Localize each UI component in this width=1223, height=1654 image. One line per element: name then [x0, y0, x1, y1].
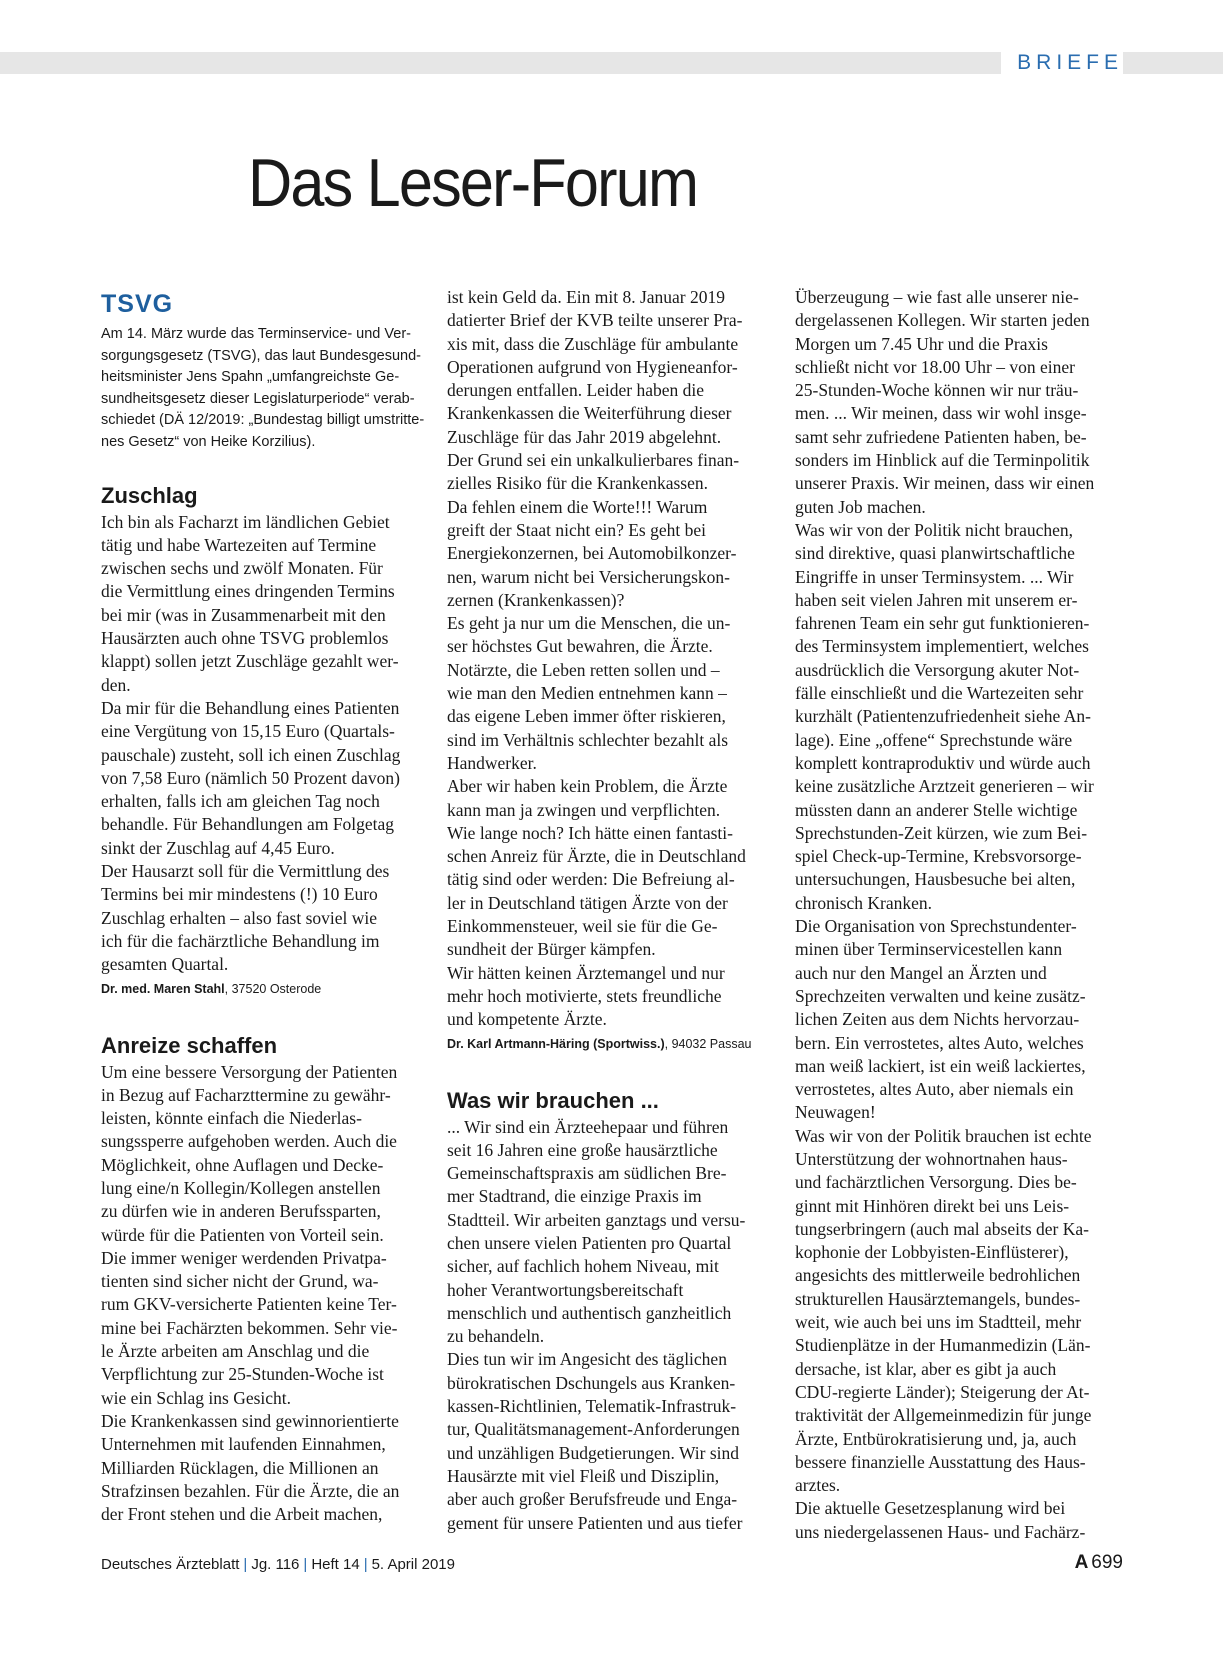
- letter-heading-was-wir-brauchen: Was wir brauchen ...: [447, 1087, 659, 1113]
- letter-text-was-wir-brauchen-part1: ... Wir sind ein Ärzteehepaar und führen seit 16 Jahren eine große hausärztliche Gemeinschaftspraxis am südlichen Bre- mer Stadtrand, die einzige Praxis im Stadtteil. Wir arbeiten ganztags und versu- chen unsere vielen Patienten pro Quartal sicher, auf fachlich hohem Niveau, mit hoher Verantwortungsbereitschaft menschlich und authentisch ganzheitlich zu behandeln. Dies tun wir im Angesicht des täglichen bürokratischen Dschungels aus Kranken- kassen-Richtlinien, Telematik-Infrastruk- tur, Qualitätsmanagement-Anforderungen und unzähligen Budgetierungen. Wir sind Hausärzte mit viel Fleiß und Disziplin, aber auch großer Berufsfreude und Enga- gement für unsere Patienten und aus tiefer: [447, 1116, 746, 1533]
- page-title: Das Leser-Forum: [248, 145, 698, 221]
- footer-journal: Deutsches Ärzteblatt: [101, 1556, 240, 1573]
- page-number: [1075, 1552, 1123, 1574]
- letter-signature-zuschlag: [101, 979, 436, 999]
- column-3: [795, 286, 1130, 1544]
- author-name: Dr. Karl Artmann-Häring (Sportwiss.): [447, 1036, 665, 1051]
- footer-separator: |: [363, 1556, 368, 1573]
- letter-text-anreize-part2: ist kein Geld da. Ein mit 8. Januar 2019 datierter Brief der KVB teilte unserer Pra- xis mit, dass die Zuschläge für ambulante Operationen aufgrund von Hygieneanfor- derungen entfallen. Leider haben die Krankenkassen die Weiterführung dieser Zuschläge für das Jahr 2019 abgelehnt. Der Grund sei ein unkalkulierbares finan- zielles Risiko für die Krankenkassen. Da fehlen einem die Worte!!! Warum greift der Staat nicht ein? Es geht bei Energiekonzernen, bei Automobilkonzer- nen, warum nicht bei Versicherungskon- zernen (Krankenkassen)? Es geht ja nur um die Menschen, die un- ser höchstes Gut bewahren, die Ärzte. Notärzte, die Leben retten sollen und – wie man den Medien entnehmen kann – das eigene Leben immer öfter riskieren, sind im Verhältnis schlechter bezahlt als Handwerker. Aber wir haben kein Problem, die Ärzte kann man ja zwingen und verpflichten. Wie lange noch? Ich hätte einen fantasti- schen Anreiz für Ärzte, die in Deutschland tätig sind oder werden: Die Befreiung al- ler in Deutschland tätigen Ärzte von der Einkommensteuer, weil sie für die Ge- sundheit der Bürger kämpfen. Wir hätten keinen Ärztemangel und nur mehr hoch motivierte, stets freundliche und kompetente Ärzte.: [447, 287, 746, 1030]
- column-2: [447, 286, 782, 1535]
- letter-signature-anreize: [447, 1034, 782, 1054]
- footer-date: 5. April 2019: [371, 1556, 455, 1573]
- column-1: [101, 286, 436, 1526]
- footer: [101, 1556, 455, 1573]
- footer-separator: |: [303, 1556, 308, 1573]
- intro-heading: TSVG: [101, 290, 174, 318]
- letter-text-was-wir-brauchen-part2: Überzeugung – wie fast alle unserer nie- dergelassenen Kollegen. Wir starten jeden Morgen um 7.45 Uhr und die Praxis schließt nicht vor 18.00 Uhr – von einer 25-Stunden-Woche können wir nur träu- men. ... Wir meinen, dass wir wohl insge- samt sehr zufriedene Patienten haben, be- sonders im Hinblick auf die Terminpolitik unserer Praxis. Wir meinen, dass wir einen guten Job machen. Was wir von der Politik nicht brauchen, sind direktive, quasi planwirtschaftliche Eingriffe in unser Terminsystem. ... Wir haben seit vielen Jahren mit unserem er- fahrenen Team ein sehr gut funktionieren- des Terminsystem implementiert, welches ausdrücklich die Versorgung akuter Not- fälle einschließt und die Wartezeiten sehr kurzhält (Patientenzufriedenheit siehe An- lage). Eine „offene“ Sprechstunde wäre komplett kontraproduktiv und würde auch keine zusätzliche Arztzeit generieren – wir müssten dann an anderer Stelle wichtige Sprechstunden-Zeit kürzen, wie zum Bei- spiel Check-up-Termine, Krebsvorsorge- untersuchungen, Hausbesuche bei alten, chronisch Kranken. Die Organisation von Sprechstundenter- minen über Terminservicestellen kann auch nur den Mangel an Ärzten und Sprechzeiten verwalten und keine zusätz- lichen Zeiten aus dem Nichts hervorzau- bern. Ein verrostetes, altes Auto, welches man weiß lackiert, ist ein weiß lackiertes, verrostetes, altes Auto, aber niemals ein Neuwagen! Was wir von der Politik brauchen ist echte Unterstützung der wohnortnahen haus- und fachärztlichen Versorgung. Dies be- ginnt mit Hinhören direkt bei uns Leis- tungserbringern (auch mal abseits der Ka- kophonie der Lobbyisten-Einflüsterer), angesichts des mittlerweile bedrohlichen strukturellen Hausärztemangels, bundes- weit, wie auch bei uns im Stadtteil, mehr Studienplätze in der Humanmedizin (Län- dersache, ist klar, aber es gibt ja auch CDU-regierte Länder); Steigerung der At- traktivität der Allgemeinmedizin für junge Ärzte, Entbürokratisierung und, ja, auch bessere finanzielle Ausstattung des Haus- arztes. Die aktuelle Gesetzesplanung wird bei uns niedergelassenen Haus- und Fachärz-: [795, 287, 1095, 1542]
- page-number-value: 699: [1091, 1552, 1123, 1573]
- section-label: BRIEFE: [1001, 50, 1123, 76]
- letter-text-zuschlag: Ich bin als Facharzt im ländlichen Gebiet tätig und habe Wartezeiten auf Termine zwischen sechs und zwölf Monaten. Für die Vermittlung eines dringenden Termins bei mir (was in Zusammenarbeit mit den Hausärzten auch ohne TSVG problemlos klappt) sollen jetzt Zuschläge gezahlt wer- den. Da mir für die Behandlung eines Patienten eine Vergütung von 15,15 Euro (Quartals- pauschale) zusteht, soll ich einen Zuschlag von 7,58 Euro (nämlich 50 Prozent davon) erhalten, falls ich am gleichen Tag noch behandle. Für Behandlungen am Folgetag sinkt der Zuschlag auf 4,45 Euro. Der Hausarzt soll für die Vermittlung des Termins bei mir mindestens (!) 10 Euro Zuschlag erhalten – also fast soviel wie ich für die fachärztliche Behandlung im gesamten Quartal.: [101, 511, 401, 975]
- author-name: Dr. med. Maren Stahl: [101, 981, 225, 996]
- author-place: , 94032 Passau: [664, 1036, 752, 1051]
- author-place: , 37520 Osterode: [224, 981, 322, 996]
- letter-heading-zuschlag: Zuschlag: [101, 482, 198, 508]
- footer-issue: Heft 14: [311, 1556, 360, 1573]
- letter-text-anreize-part1: Um eine bessere Versorgung der Patienten in Bezug auf Facharzttermine zu gewähr- leisten, könnte einfach die Niederlas- sungssperre aufgehoben werden. Auch die Möglichkeit, ohne Auflagen und Decke- lung eine/n Kollegin/Kollegen anstellen zu dürfen wie in anderen Berufssparten, würde für die Patienten von Vorteil sein. Die immer weniger werdenden Privatpa- tienten sind sicher nicht der Grund, wa- rum GKV-versicherte Patienten keine Ter- mine bei Fachärzten bekommen. Sehr vie- le Ärzte arbeiten am Anschlag und die Verpflichtung zur 25-Stunden-Woche ist wie ein Schlag ins Gesicht. Die Krankenkassen sind gewinnorientierte Unternehmen mit laufenden Einnahmen, Milliarden Rücklagen, die Millionen an Strafzinsen bezahlen. Für die Ärzte, die an der Front stehen und die Arbeit machen,: [101, 1061, 400, 1525]
- page-prefix: A: [1074, 1552, 1089, 1573]
- footer-volume: Jg. 116: [251, 1556, 300, 1573]
- intro-text: Am 14. März wurde das Terminservice- und Ver- sorgungsgesetz (TSVG), das laut Bundesgesund- heitsminister Jens Spahn „umfangreichste Ge- sundheitsgesetz dieser Legislaturperiode“ verab- schiedet (DÄ 12/2019: „Bundestag billigt umstritte- nes Gesetz“ von Heike Korzilius).: [101, 326, 425, 450]
- letter-heading-anreize: Anreize schaffen: [101, 1032, 278, 1058]
- footer-separator: |: [243, 1556, 248, 1573]
